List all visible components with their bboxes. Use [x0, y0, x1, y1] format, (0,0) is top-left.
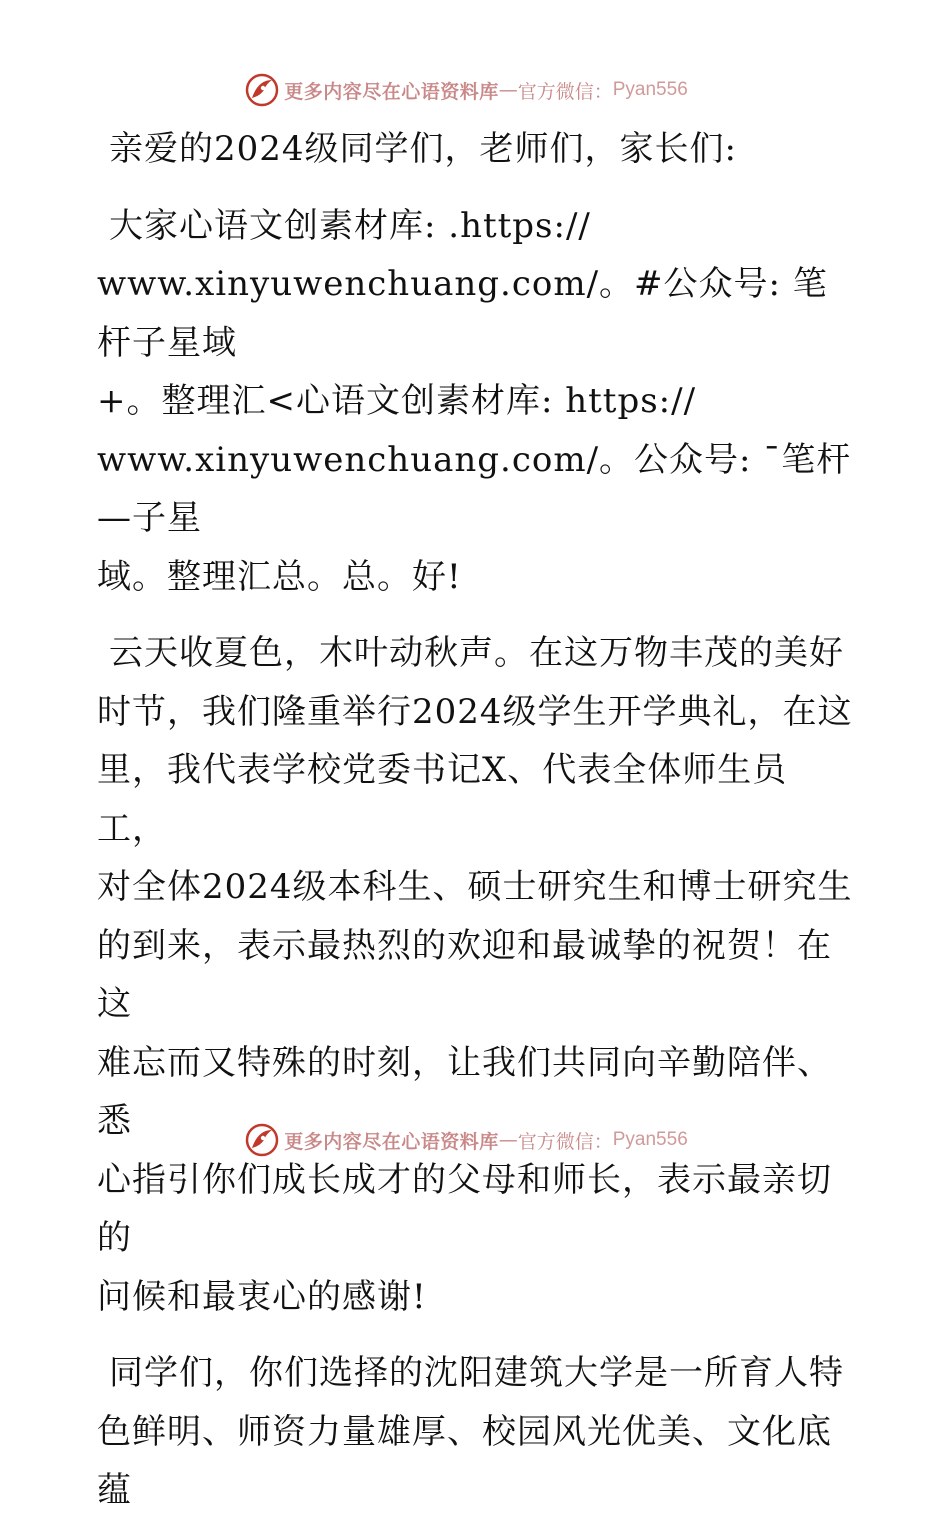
banner-separator: —: [498, 79, 518, 101]
text-line: 大家心语文创素材库: .https://: [109, 205, 591, 246]
banner-separator: —: [498, 1129, 518, 1151]
banner-wechat-id: Pyan556: [612, 1129, 688, 1150]
text-line: 难忘而又特殊的时刻，让我们共同向辛勤陪伴、悉: [97, 1042, 832, 1141]
banner-main-text: 更多内容尽在心语资料库: [284, 1130, 499, 1153]
text-line: 色鲜明、师资力量雄厚、校园风光优美、文化底蕴: [97, 1411, 832, 1510]
text-line: 时节，我们隆重举行2024级学生开学典礼，在这: [97, 691, 853, 732]
text-line: www.xinyuwenchuang.com/。#公众号: 笔杆子星域: [97, 264, 828, 363]
header-banner: [0, 70, 950, 110]
text-line: 同学们，你们选择的沈阳建筑大学是一所育人特: [109, 1353, 844, 1393]
pen-logo-icon: [244, 1122, 280, 1158]
text-line: 里，我代表学校党委书记X、代表全体师生员工，: [97, 750, 788, 849]
banner-wechat-id: Pyan556: [612, 79, 688, 100]
banner-main-text: 更多内容尽在心语资料库: [284, 80, 499, 103]
text-line: 心指引你们成长成才的父母和师长，表示最亲切的: [97, 1159, 832, 1258]
paragraph-welcome: [97, 624, 857, 1326]
pen-logo-icon: [244, 72, 280, 108]
document-body: [97, 120, 857, 1520]
text-line: 问候和最衷心的感谢!: [97, 1276, 427, 1317]
text-line: www.xinyuwenchuang.com/。公众号: ¯笔杆—子星: [97, 439, 852, 538]
watermark-paragraph: [97, 197, 857, 607]
paragraph-university: [97, 1344, 857, 1520]
footer-banner: [0, 1120, 950, 1160]
text-line: 域。整理汇总。总。好!: [97, 556, 462, 597]
text-line: +。整理汇<心语文创素材库: https://: [97, 381, 697, 421]
greeting: 亲爱的2024级同学们，老师们，家长们:: [109, 129, 737, 169]
banner-wechat-label: 官方微信：: [517, 1130, 613, 1153]
text-line: 的到来，表示最热烈的欢迎和最诚挚的祝贺！在这: [97, 925, 832, 1024]
text-line: 云天收夏色，木叶动秋声。在这万物丰茂的美好: [109, 633, 844, 673]
banner-wechat-label: 官方微信：: [517, 80, 613, 103]
text-line: 对全体2024级本科生、硕士研究生和博士研究生: [97, 867, 853, 907]
